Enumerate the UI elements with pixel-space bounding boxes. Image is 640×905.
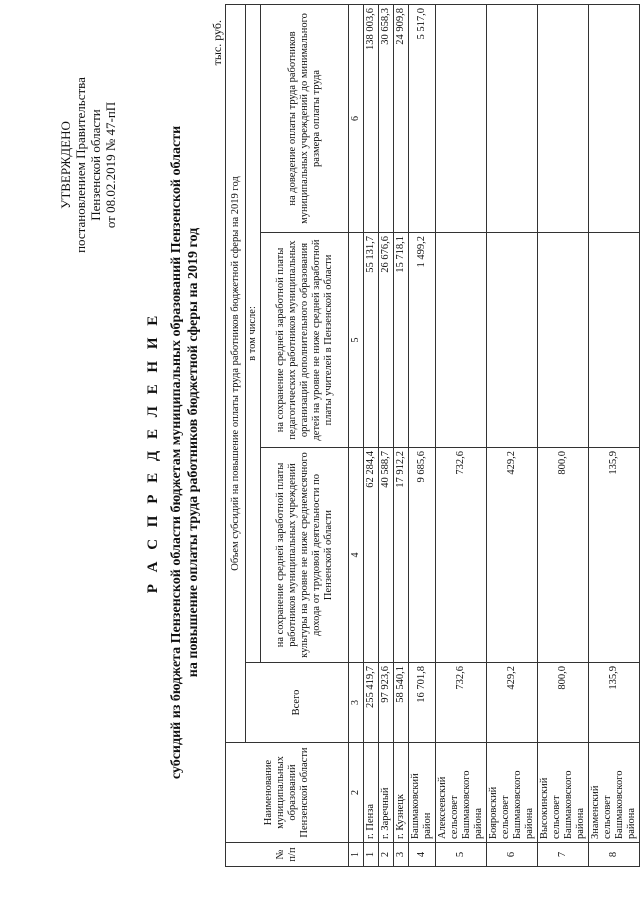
- row-total: 135,9: [589, 663, 640, 743]
- row-num: 8: [589, 843, 640, 867]
- header-including: в том числе:: [246, 4, 261, 662]
- approval-line-4: от 08.02.2019 № 47-пП: [103, 101, 118, 229]
- index-cell: 3: [349, 663, 364, 743]
- row-c6: 30 658,3: [379, 4, 394, 232]
- row-num: 3: [394, 843, 409, 867]
- row-name: Башмаковский район: [409, 743, 436, 843]
- row-c5: 15 718,1: [394, 233, 409, 448]
- row-name: Алексеевский сельсовет Башмаковского района: [436, 743, 487, 843]
- row-c4: 9 685,6: [409, 448, 436, 663]
- row-num: 7: [538, 843, 589, 867]
- row-c5: 1 499,2: [409, 233, 436, 448]
- approval-line-3: Пензенской области: [88, 109, 103, 221]
- row-c5: [436, 233, 487, 448]
- row-total: 255 419,7: [364, 663, 379, 743]
- subtitle-line-1: субсидий из бюджета Пензенской области бюджетам муниципальных образований Пензенской области: [169, 125, 184, 780]
- table-row: [364, 4, 379, 866]
- row-total: 732,6: [436, 663, 487, 743]
- row-total: 16 701,8: [409, 663, 436, 743]
- row-name: г. Кузнецк: [394, 743, 409, 843]
- row-c6: 24 909,8: [394, 4, 409, 232]
- row-num: 5: [436, 843, 487, 867]
- header-col5: на сохранение средней заработной платы педагогических работников муниципальных организаций дополнительного образования детей на уровне не ниже средней заработной платы учителей в Пензенской области: [261, 233, 349, 448]
- header-total: Всего: [246, 663, 349, 743]
- index-cell: 5: [349, 233, 364, 448]
- header-col4: на сохранение средней заработной платы работников муниципальных учреждений культуры на уровне не ниже среднемесячного дохода от трудовой деятельности по Пензенской области: [261, 448, 349, 663]
- index-cell: 6: [349, 4, 364, 232]
- row-total: 97 923,6: [379, 663, 394, 743]
- row-num: 6: [487, 843, 538, 867]
- row-c5: [538, 233, 589, 448]
- row-c5: 26 676,6: [379, 233, 394, 448]
- row-c6: 138 003,6: [364, 4, 379, 232]
- row-total: 429,2: [487, 663, 538, 743]
- row-c5: [589, 233, 640, 448]
- table-row: [589, 4, 640, 866]
- row-c6: [436, 4, 487, 232]
- row-name: г. Заречный: [379, 743, 394, 843]
- table-row: [394, 4, 409, 866]
- row-c4: 732,6: [436, 448, 487, 663]
- row-c5: [487, 233, 538, 448]
- row-c4: 800,0: [538, 448, 589, 663]
- document-subtitle: [168, 0, 202, 905]
- row-num: 4: [409, 843, 436, 867]
- approval-stamp: [58, 40, 118, 290]
- subtitle-line-2: на повышение оплаты труда работников бюджетной сферы на 2019 год: [186, 227, 201, 678]
- header-volume: Объем субсидий на повышение оплаты труда работников бюджетной сферы на 2019 год: [226, 4, 246, 742]
- row-name: Знаменский сельсовет Башмаковского района: [589, 743, 640, 843]
- row-c4: 429,2: [487, 448, 538, 663]
- document-title: Р А С П Р Е Д Е Л Е Н И Е: [145, 311, 161, 594]
- table-row: [436, 4, 487, 866]
- index-cell: 4: [349, 448, 364, 663]
- table-row: [379, 4, 394, 866]
- index-cell: 2: [349, 743, 364, 843]
- header-num: № п/п: [226, 843, 349, 867]
- distribution-table: [225, 4, 640, 867]
- row-total: 800,0: [538, 663, 589, 743]
- header-col6: на доведение оплаты труда работников муниципальных учреждений до минимального размера оплаты труда: [261, 4, 349, 232]
- row-c6: [538, 4, 589, 232]
- table-row: [538, 4, 589, 866]
- table-row: [409, 4, 436, 866]
- row-c6: 5 517,0: [409, 4, 436, 232]
- row-c4: 40 588,7: [379, 448, 394, 663]
- row-num: 1: [364, 843, 379, 867]
- header-name: Наименование муниципальных образований Пензенской области: [226, 743, 349, 843]
- row-name: г. Пенза: [364, 743, 379, 843]
- table-row: [487, 4, 538, 866]
- units-label: тыс. руб.: [210, 20, 224, 66]
- row-c4: 135,9: [589, 448, 640, 663]
- row-c6: [487, 4, 538, 232]
- row-c5: 55 131,7: [364, 233, 379, 448]
- row-c4: 62 284,4: [364, 448, 379, 663]
- row-name: Высокинский сельсовет Башмаковского района: [538, 743, 589, 843]
- row-c6: [589, 4, 640, 232]
- column-index-row: [349, 4, 364, 866]
- row-total: 58 540,1: [394, 663, 409, 743]
- index-cell: 1: [349, 843, 364, 867]
- row-c4: 17 912,2: [394, 448, 409, 663]
- approval-line-2: постановлением Правительства: [73, 77, 88, 253]
- row-name: Бояровский сельсовет Башмаковского района: [487, 743, 538, 843]
- row-num: 2: [379, 843, 394, 867]
- approval-line-1: УТВЕРЖДЕНО: [58, 121, 73, 209]
